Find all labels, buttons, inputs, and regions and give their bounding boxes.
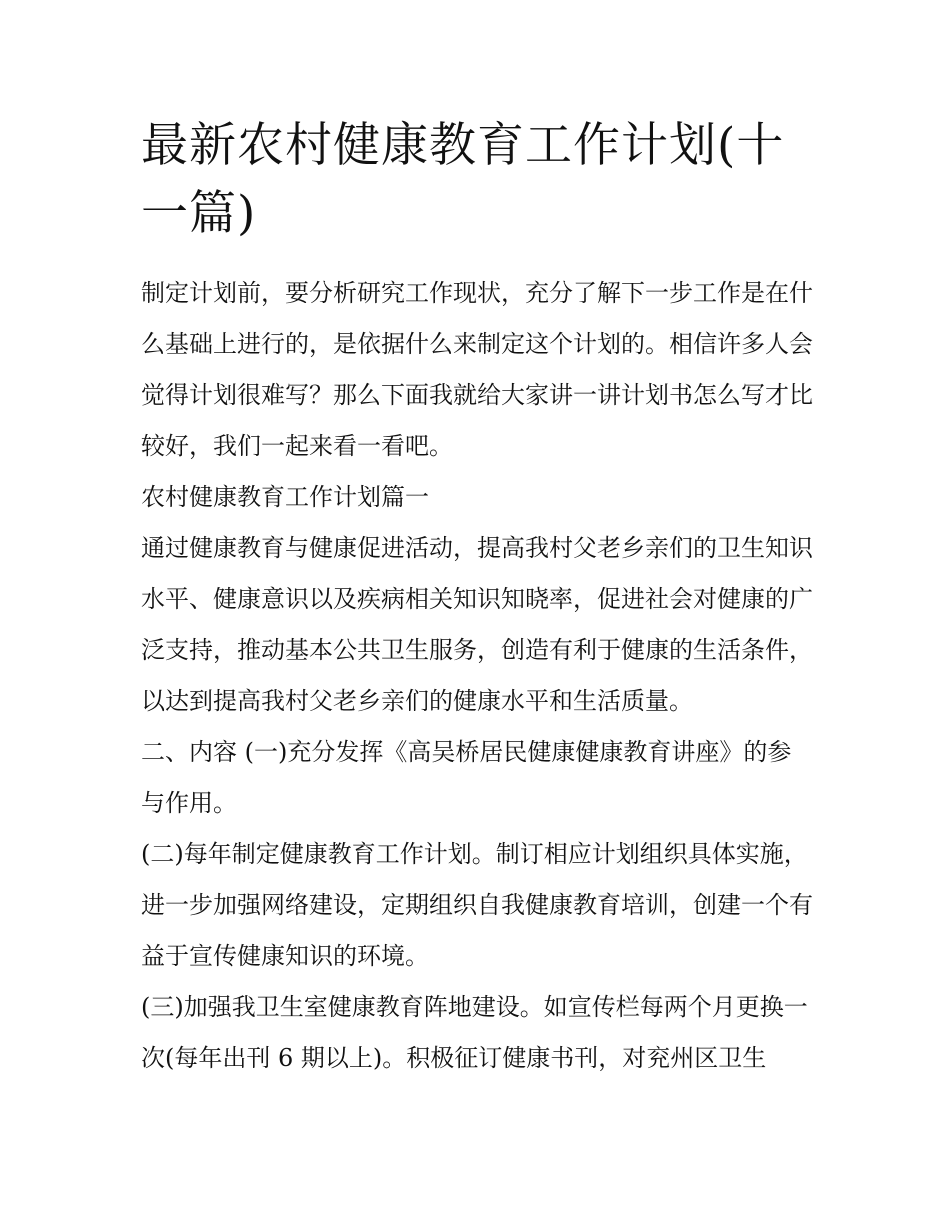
document-title: 最新农村健康教育工作计划(十一篇) [141,118,785,241]
body-paragraph: (二)每年制定健康教育工作计划。制订相应计划组织具体实施，进一步加强网络建设，定期组织自我健康教育培训，创建一个有益于宣传健康知识的环境。 [141,840,813,970]
body-paragraph: 通过健康教育与健康促进活动，提高我村父老乡亲们的卫生知识水平、健康意识以及疾病相关知识知晓率，促进社会对健康的广泛支持，推动基本公共卫生服务，创造有利于健康的生活条件，以达到提高我村父老乡亲们的健康水平和生活质量。 [141,534,813,715]
intro-paragraph: 制定计划前，要分析研究工作现状，充分了解下一步工作是在什么基础上进行的，是依据什么来制定这个计划的。相信许多人会觉得计划很难写？那么下面我就给大家讲一讲计划书怎么写才比较好，我们一起来看一看吧。 [141,279,813,460]
body-paragraph: 二、内容 (一)充分发挥《高吴桥居民健康健康教育讲座》的参与作用。 [141,738,792,817]
section-heading: 农村健康教育工作计划篇一 [141,483,429,511]
body-paragraph: (三)加强我卫生室健康教育阵地建设。如宣传栏每两个月更换一次(每年出刊 6 期以上)。积极征订健康书刊，对兖州区卫生 [141,993,808,1072]
document-page [141,112,813,1084]
